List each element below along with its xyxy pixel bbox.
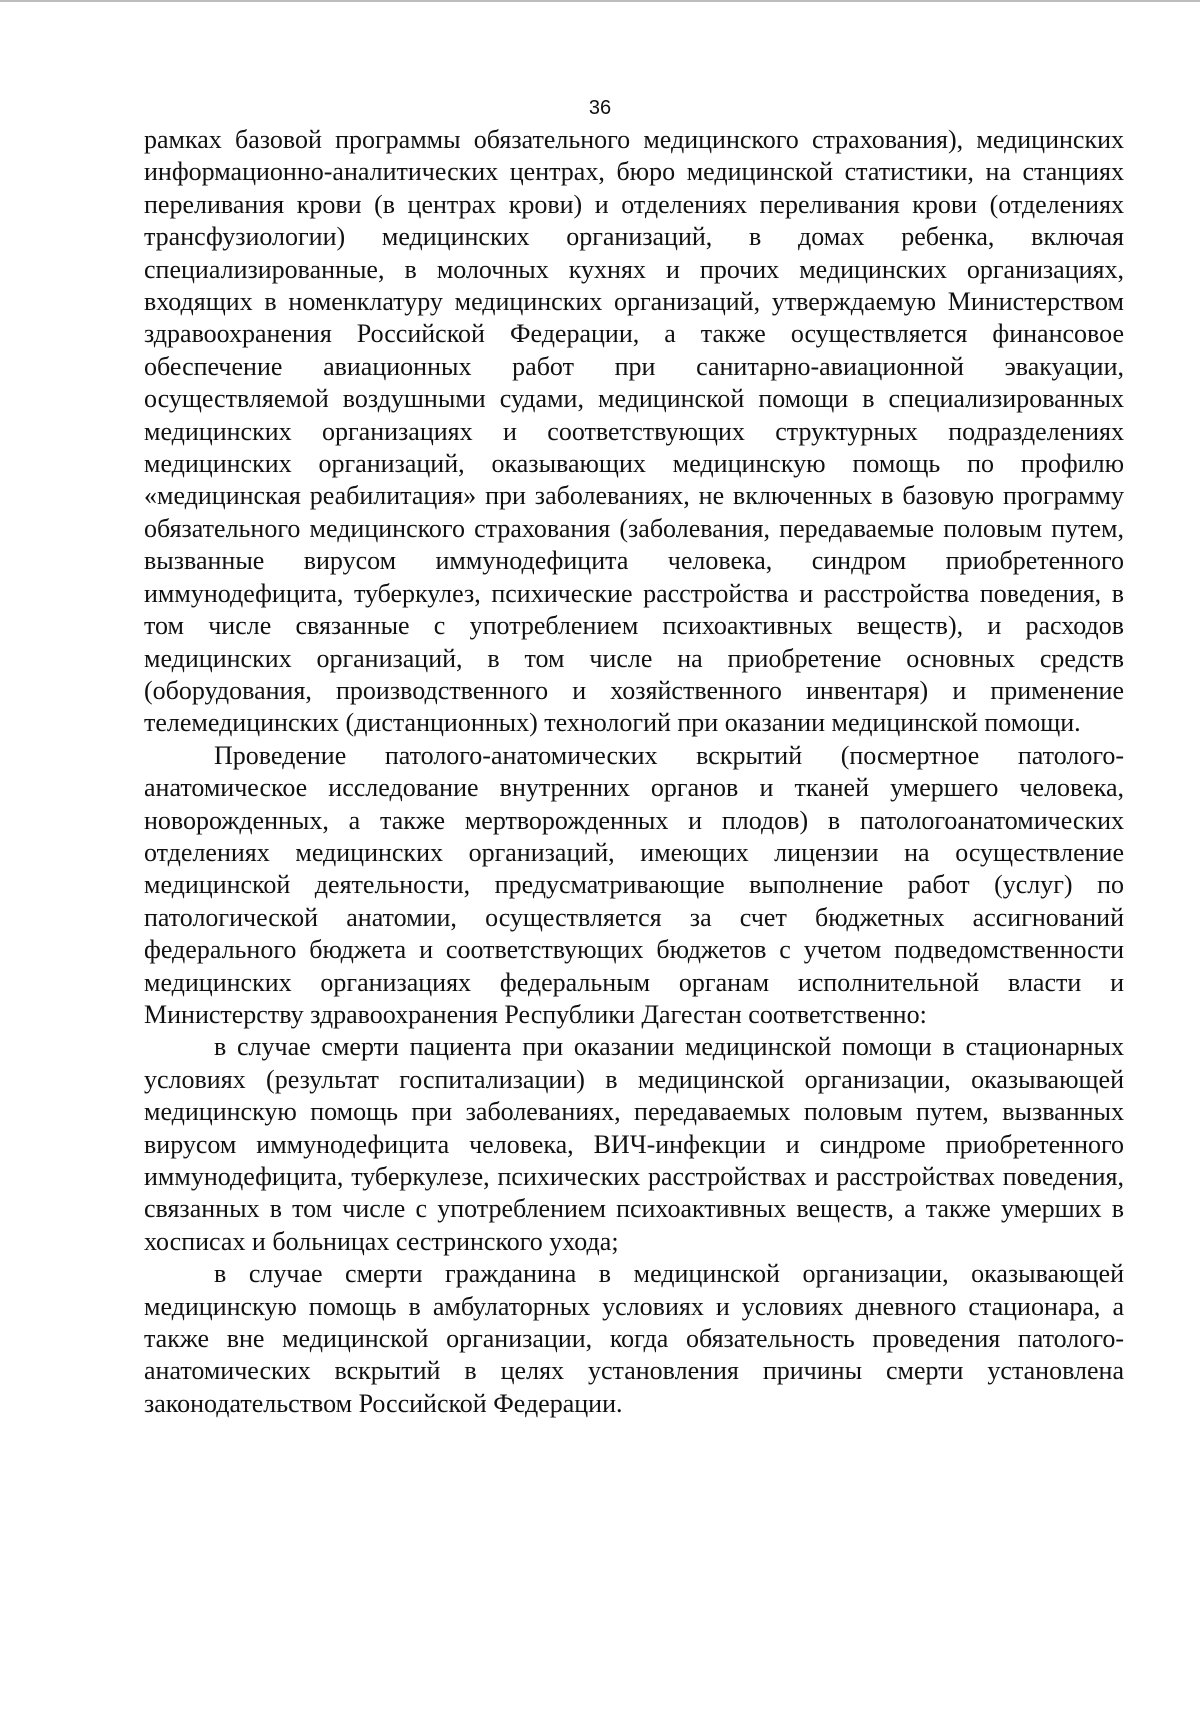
scan-edge	[0, 0, 1200, 2]
page-number: 36	[588, 97, 612, 119]
paragraph-inpatient-death: в случае смерти пациента при оказании медицинской помощи в стационарных условиях (результат госпитализации) в медицинской организации, оказывающей медицинскую помощь при заболеваниях, передаваемых половым путем, вызванных вирусом иммунодефицита человека, ВИЧ-инфекции и синдроме приобретенного иммунодефицита, туберкулезе, психических расстройствах и расстройствах поведения, связанных в том числе с употреблением психоактивных веществ, а также умерших в хосписах и больницах сестринского ухода;	[144, 1032, 1124, 1256]
paragraph-outpatient-death: в случае смерти гражданина в медицинской организации, оказывающей медицинскую помощь в амбулаторных условиях и условиях дневного стационара, а также вне медицинской организации, когда обязательность проведения патолого-анатомических вскрытий в целях установления причины смерти установлена законодательством Российской Федерации.	[144, 1259, 1124, 1418]
document-body	[144, 124, 1124, 1420]
paragraph-continuation: рамках базовой программы обязательного медицинского страхования), медицинских информационно-аналитических центрах, бюро медицинской статистики, на станциях переливания крови (в центрах крови) и отделениях переливания крови (отделениях трансфузиологии) медицинских организаций, в домах ребенка, включая специализированные, в молочных кухнях и прочих медицинских организациях, входящих в номенклатуру медицинских организаций, утверждаемую Министерством здравоохранения Российской Федерации, а также осуществляется финансовое обеспечение авиационных работ при санитарно-авиационной эвакуации, осуществляемой воздушными судами, медицинской помощи в специализированных медицинских организациях и соответствующих структурных подразделениях медицинских организаций, оказывающих медицинскую помощь по профилю «медицинская реабилитация» при заболеваниях, не включенных в базовую программу обязательного медицинского страхования (заболевания, передаваемые половым путем, вызванные вирусом иммунодефицита человека, синдром приобретенного иммунодефицита, туберкулез, психические расстройства и расстройства поведения, в том числе связанные с употреблением психоактивных веществ), и расходов медицинских организаций, в том числе на приобретение основных средств (оборудования, производственного и хозяйственного инвентаря) и применение телемедицинских (дистанционных) технологий при оказании медицинской помощи.	[144, 125, 1124, 738]
paragraph-autopsy-funding: Проведение патолого-анатомических вскрытий (посмертное патолого-анатомическое исследование внутренних органов и тканей умершего человека, новорожденных, а также мертворожденных и плодов) в патологоанатомических отделениях медицинских организаций, имеющих лицензии на осуществление медицинской деятельности, предусматривающие выполнение работ (услуг) по патологической анатомии, осуществляется за счет бюджетных ассигнований федерального бюджета и соответствующих бюджетов с учетом подведомственности медицинских организациях федеральным органам исполнительной власти и Министерству здравоохранения Республики Дагестан соответственно:	[144, 740, 1124, 1029]
